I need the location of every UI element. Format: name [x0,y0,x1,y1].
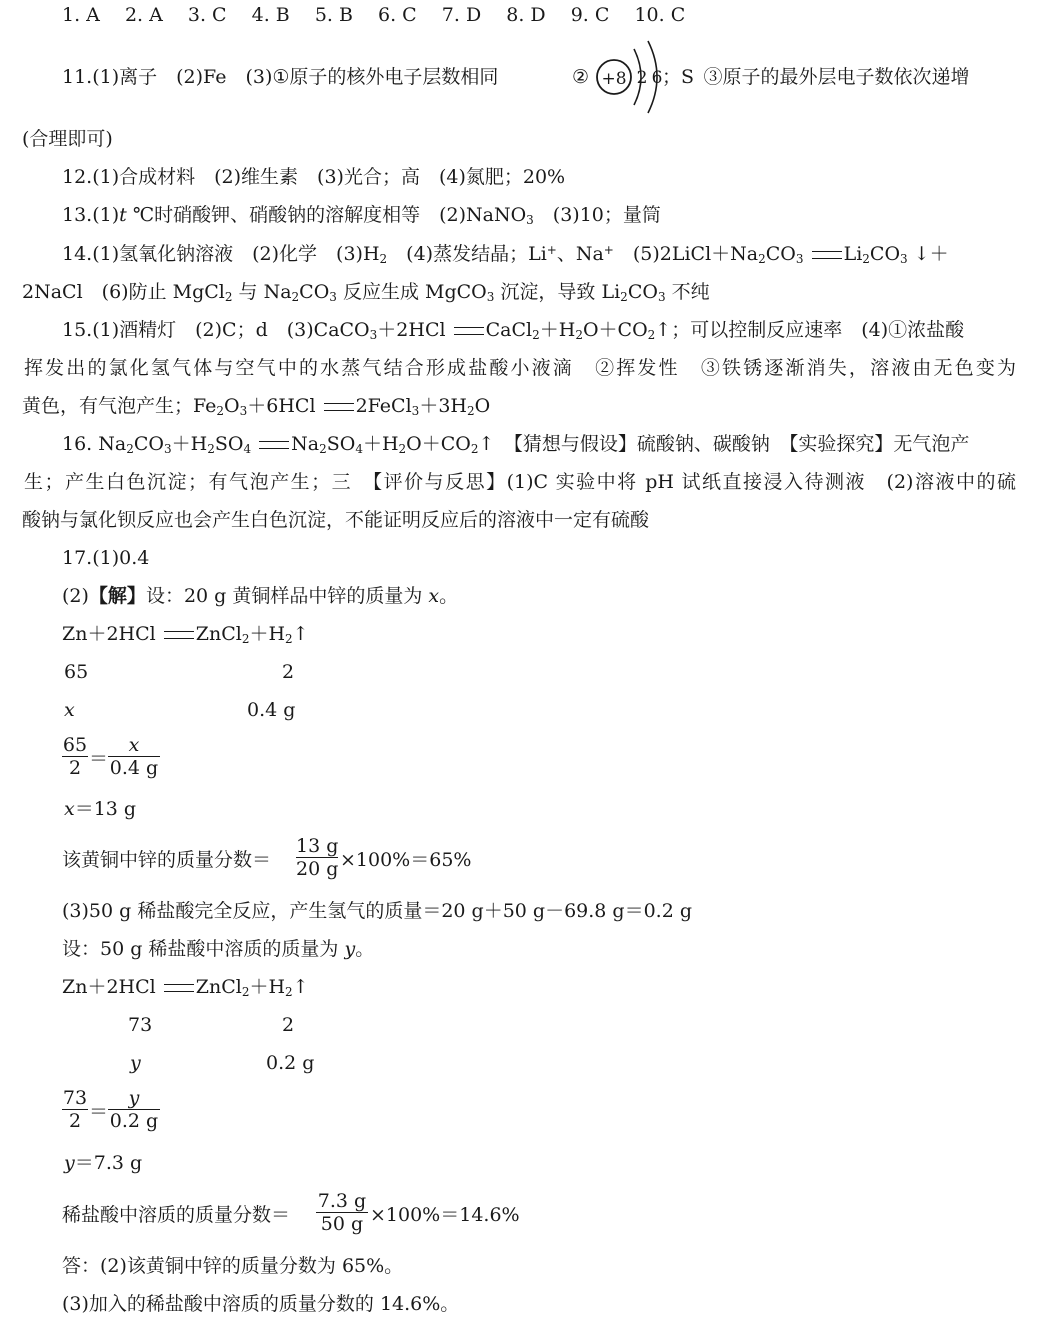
reaction-equals-sign [259,441,289,449]
answer-7: 7. D [441,4,482,26]
q15-line-3: 黄色，有气泡产生；$Fe_2O_3+6HCl$ $2FeCl_3+3H_2O$ [22,395,491,418]
reaction-equals-sign [164,984,194,992]
q11-line-end: ；S ③原子的最外层电子数依次递增 [662,66,970,88]
answer-4: 4. B [251,4,290,26]
reaction-equals-sign [164,631,194,639]
answer-row-1-10 [62,2,685,28]
q17-ratio-left: 65 2 [62,734,88,779]
q17-result-y: y＝7.3 g [64,1152,143,1174]
shell-2-electrons: 6 [651,68,663,88]
q17-zinc-fraction-label: 该黄铜中锌的质量分数＝ [62,849,272,871]
nucleus-charge: +8 [601,69,627,89]
q17-mass-65: 65 [64,661,89,683]
answer-10: 10. C [634,4,686,26]
q17-answer-1: 答：(2)该黄铜中锌的质量分数为 65%。 [62,1255,404,1277]
q17-mass-2b: 2 [282,1014,295,1036]
shell-1-electrons: 2 [636,68,648,88]
q16-line-3: 酸钠与氯化钡反应也会产生白色沉淀，不能证明反应后的溶液中一定有硫酸 [22,509,650,531]
q17-acid-fraction-result: ×100%＝14.6% [370,1204,520,1226]
q17-answer-2: (3)加入的稀盐酸中溶质的质量分数的 14.6%。 [62,1293,460,1315]
answer-5: 5. B [314,4,353,26]
q17-ratio2-right: y 0.2 g [109,1087,159,1132]
q17-var-y: y [130,1052,141,1074]
q11-circle-label: ② [572,66,590,88]
q17-equation-2: Zn＋2HCl $ZnCl_2+H_2↑$ [62,976,309,999]
q17-part-3: (3)50 g 稀盐酸完全反应，产生氢气的质量＝20 g＋50 g－69.8 g＝0.2 g [62,900,693,922]
answer-1: 1. A [62,4,100,26]
answer-8: 8. D [506,4,546,26]
answer-3: 3. C [187,4,227,26]
q17-val-02: 0.2 g [266,1052,315,1074]
q17-acid-fraction: 7.3 g 50 g [317,1190,367,1235]
q17-result-x: x＝13 g [64,798,137,820]
q14-line-1: 14.(1)氢氧化钠溶液 (2)化学 $(3)H_2$ (4)蒸发结晶；Li+、Na+ $(5)2LiCl+Na_2CO_3$ $Li_2CO_3$ ↓＋ [62,243,949,266]
q17-mass-2: 2 [282,661,295,683]
q12-line: 12.(1)合成材料 (2)维生素 (3)光合；高 (4)氮肥；20% [62,166,566,188]
q13-line: 13.(1)t ℃时硝酸钾、硝酸钠的溶解度相等 (2)NaNO$_3$ (3)10；量筒 [62,204,661,227]
q17-ratio-eq: ＝ [89,748,109,770]
q15-line-1: 15.(1)酒精灯 (2)C；d (3)CaCO$_3$＋2HCl $CaCl_2+H_2O+CO_2↑$；可以控制反应速率 (4)①浓盐酸 [62,319,965,342]
answer-9: 9. C [570,4,610,26]
q17-part-3-setup: 设：50 g 稀盐酸中溶质的质量为 y。 [62,938,375,960]
answer-2: 2. A [124,4,163,26]
q16-line-1: 16. $Na_2CO_3+H_2SO_4$ $Na_2SO_4+H_2O+CO_2↑$ 【猜想与假设】硫酸钠、碳酸钠 【实验探究】无气泡产 [62,433,970,456]
q17-equation-1: Zn＋2HCl $ZnCl_2+H_2↑$ [62,623,309,646]
answer-6: 6. C [378,4,417,26]
q17-part-1: 17.(1)0.4 [62,547,150,569]
q17-zinc-fraction: 13 g 20 g [296,835,339,880]
reaction-equals-sign [324,403,354,411]
q17-mass-73: 73 [128,1014,153,1036]
q17-val-04: 0.4 g [247,699,296,721]
reaction-equals-sign [812,251,842,259]
q17-var-x: x [64,699,75,721]
q14-line-2: 2NaCl (6)防止 MgCl$_2$ 与 $Na_2CO_3$ 反应生成 MgCO$_3$ 沉淀，导致 $Li_2CO_3$ 不纯 [22,281,710,304]
q17-part-2-setup: (2)【解】设：20 g 黄铜样品中锌的质量为 x。 [62,585,459,607]
q17-ratio-right: x 0.4 g [109,734,159,779]
q11-tail: (合理即可) [22,128,113,150]
q17-ratio2-eq: ＝ [89,1101,109,1123]
q17-ratio2-left: 73 2 [62,1087,88,1132]
q11-line: 11.(1)离子 (2)Fe (3)①原子的核外电子层数相同 [62,66,499,88]
q17-zinc-fraction-result: ×100%＝65% [340,849,472,871]
q15-line-2: 挥发出的氯化氢气体与空气中的水蒸气结合形成盐酸小液滴 ②挥发性 ③铁锈逐渐消失，溶液由无色变为 [24,357,1016,379]
q17-acid-fraction-label: 稀盐酸中溶质的质量分数＝ [62,1204,291,1226]
reaction-equals-sign [454,327,484,335]
q16-line-2: 生；产生白色沉淀；有气泡产生；三 【评价与反思】(1)C 实验中将 pH 试纸直接浸入待测液 (2)溶液中的硫 [24,471,1016,493]
